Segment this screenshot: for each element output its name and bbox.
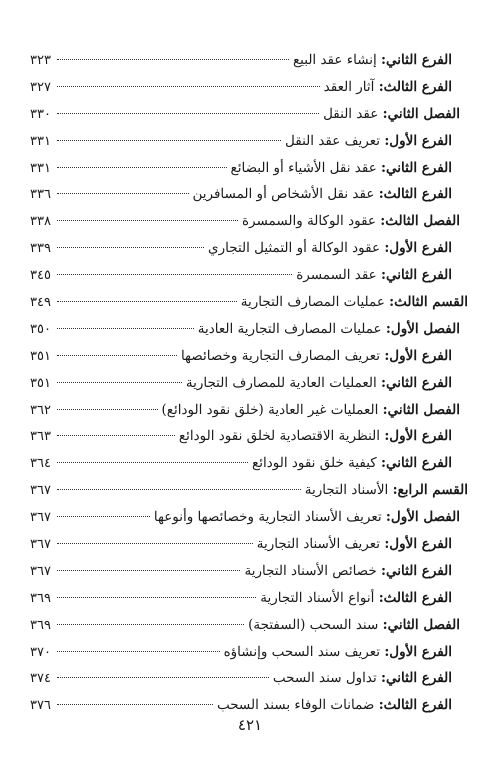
toc-entry-label: القسم الرابع: [392, 482, 468, 499]
toc-entry-title: تعريف المصارف التجارية وخصائصها [180, 347, 381, 364]
toc-entry [30, 262, 468, 289]
toc-entry [30, 343, 468, 370]
dot-leader [57, 651, 220, 652]
toc-entry [30, 235, 468, 262]
toc-entry [30, 128, 468, 155]
toc-entry-label: الفرع الأول: [384, 347, 452, 364]
toc-entry-page: ٣٣٨ [30, 214, 51, 230]
toc-entry-page: ٣٦٣ [30, 429, 51, 445]
dot-leader [57, 140, 281, 141]
toc-entry-title: عقد نقل الأشياء أو البضائع [230, 159, 377, 176]
toc-entry-page: ٣٥١ [30, 375, 51, 391]
dot-leader [57, 435, 175, 436]
toc-entry [30, 208, 468, 235]
toc-entry-title: تعريف الأسناد التجارية [256, 536, 381, 553]
toc-entry-title: الأسناد التجارية [304, 482, 389, 499]
toc-entry-label: الفرع الثاني: [381, 670, 452, 687]
toc-entry-page: ٣٤٩ [30, 295, 51, 311]
toc-entry-title: عقد النقل [323, 105, 379, 122]
toc-entry-label: الفصل الأول: [385, 320, 460, 337]
toc-entry-title: العمليات غير العادية (خلق نقود الودائع) [161, 401, 379, 418]
dot-leader [57, 677, 269, 678]
toc-entry-title: تعريف عقد النقل [285, 132, 381, 149]
toc-entry-title: سند السحب (السفتجة) [248, 616, 379, 633]
toc-entry-label: الفرع الثاني: [381, 374, 452, 391]
dot-leader [57, 409, 158, 410]
toc-entry-title: عمليات المصارف التجارية العادية [197, 320, 382, 337]
toc-entry-label: القسم الثالث: [389, 294, 468, 311]
toc-entry-label: الفرع الثاني: [381, 52, 452, 68]
toc-entry-title: عقد نقل الأشخاص أو المسافرين [192, 186, 375, 203]
toc-entry-title: أنواع الأسناد التجارية [260, 589, 375, 606]
toc-entry [30, 155, 468, 182]
toc-entry-page: ٣٦٧ [30, 537, 51, 553]
toc-entry-title: تداول سند السحب [272, 670, 377, 687]
toc-entry [30, 665, 468, 692]
toc-entry [30, 74, 468, 101]
toc-entry-page: ٣٦٢ [30, 402, 51, 418]
dot-leader [57, 86, 320, 87]
toc-entry-label: الفرع الثالث: [378, 186, 452, 203]
toc-entry-page: ٣٣١ [30, 160, 51, 176]
toc-entry-label: الفرع الثالث: [378, 78, 452, 95]
dot-leader [57, 543, 253, 544]
toc-entry-page: ٣٣٠ [30, 106, 51, 122]
toc-entry-label: الفرع الأول: [384, 132, 452, 149]
toc-entry-page: ٣٧٠ [30, 644, 51, 660]
toc-entry-label: الفرع الثاني: [381, 562, 452, 579]
dot-leader [57, 624, 244, 625]
toc-entry-page: ٣٢٧ [30, 79, 51, 95]
toc-entry-page: ٣٣٩ [30, 241, 51, 257]
dot-leader [57, 167, 227, 168]
toc-entry [30, 181, 468, 208]
toc-entry-label: الفرع الثاني: [381, 159, 452, 176]
toc-entry-page: ٣٤٥ [30, 268, 51, 284]
toc-entry-page: ٣٥٠ [30, 321, 51, 337]
toc-entry [30, 289, 468, 316]
dot-leader [57, 597, 256, 598]
toc-entry-title: النظرية الاقتصادية لخلق نقود الودائع [178, 428, 381, 445]
toc-entry-title: إنشاء عقد البيع [292, 52, 377, 68]
table-of-contents [30, 47, 468, 719]
toc-entry [30, 477, 468, 504]
toc-entry [30, 639, 468, 666]
toc-entry-page: ٣٦٧ [30, 563, 51, 579]
toc-entry-title: تعريف الأسناد التجارية وخصائصها وأنوعها [153, 509, 382, 526]
toc-entry-label: الفرع الثالث: [378, 697, 452, 714]
toc-entry-label: الفصل الثالث: [380, 213, 460, 230]
toc-entry-title: عقد السمسرة [296, 267, 377, 284]
toc-entry [30, 612, 468, 639]
toc-entry-page: ٣٣٦ [30, 187, 51, 203]
dot-leader [57, 274, 292, 275]
toc-entry-title: تعريف سند السحب وإنشاؤه [223, 643, 381, 660]
toc-entry [30, 397, 468, 424]
toc-entry-label: الفرع الأول: [384, 643, 452, 660]
toc-entry [30, 585, 468, 612]
toc-entry-label: الفرع الأول: [384, 536, 452, 553]
toc-entry-label: الفرع الثالث: [378, 589, 452, 606]
toc-entry-label: الفصل الثاني: [382, 105, 460, 122]
toc-entry-label: الفرع الثاني: [381, 267, 452, 284]
toc-entry-page: ٣٦٩ [30, 617, 51, 633]
toc-entry-label: الفصل الثاني: [382, 401, 460, 418]
toc-entry-title: ضمانات الوفاء بسند السحب [216, 697, 375, 714]
toc-entry-title: كيفية خلق نقود الودائع [252, 455, 377, 472]
toc-entry-label: الفصل الأول: [385, 509, 460, 526]
toc-entry [30, 504, 468, 531]
toc-entry-label: الفرع الثاني: [381, 455, 452, 472]
dot-leader [57, 220, 238, 221]
toc-entry-title: خصائص الأسناد التجارية [244, 562, 377, 579]
toc-entry [30, 423, 468, 450]
dot-leader [57, 355, 177, 356]
toc-entry-label: الفصل الثاني: [382, 616, 460, 633]
toc-entry-page: ٣٦٧ [30, 510, 51, 526]
toc-entry-title: آثار العقد [323, 78, 375, 95]
toc-entry [30, 558, 468, 585]
toc-entry [30, 316, 468, 343]
dot-leader [57, 382, 182, 383]
toc-entry [30, 450, 468, 477]
toc-entry-title: عمليات المصارف التجارية [240, 294, 385, 311]
toc-entry-page: ٣٧٤ [30, 671, 51, 687]
dot-leader [57, 247, 204, 248]
toc-entry [30, 531, 468, 558]
page-number: ٤٢١ [237, 716, 263, 734]
toc-entry-page: ٣٢٣ [30, 53, 51, 68]
toc-entry [30, 101, 468, 128]
dot-leader [57, 462, 248, 463]
dot-leader [57, 489, 301, 490]
dot-leader [57, 516, 150, 517]
toc-entry-label: الفرع الأول: [384, 240, 452, 257]
toc-entry-page: ٣٧٦ [30, 698, 51, 714]
dot-leader [57, 59, 289, 60]
toc-entry [30, 47, 468, 74]
toc-entry-title: عقود الوكالة والسمسرة [241, 213, 376, 230]
toc-entry-page: ٣٥١ [30, 348, 51, 364]
dot-leader [57, 570, 241, 571]
toc-entry-title: عقود الوكالة أو التمثيل التجاري [208, 240, 381, 257]
toc-entry-page: ٣٦٤ [30, 456, 51, 472]
toc-entry-title: العمليات العادية للمصارف التجارية [185, 374, 377, 391]
toc-entry-label: الفرع الأول: [384, 428, 452, 445]
dot-leader [57, 193, 189, 194]
dot-leader [57, 328, 194, 329]
dot-leader [57, 113, 319, 114]
toc-entry-page: ٣٦٧ [30, 483, 51, 499]
toc-entry-page: ٣٦٩ [30, 590, 51, 606]
toc-entry-page: ٣٣١ [30, 133, 51, 149]
dot-leader [57, 704, 213, 705]
dot-leader [57, 301, 237, 302]
toc-entry [30, 370, 468, 397]
